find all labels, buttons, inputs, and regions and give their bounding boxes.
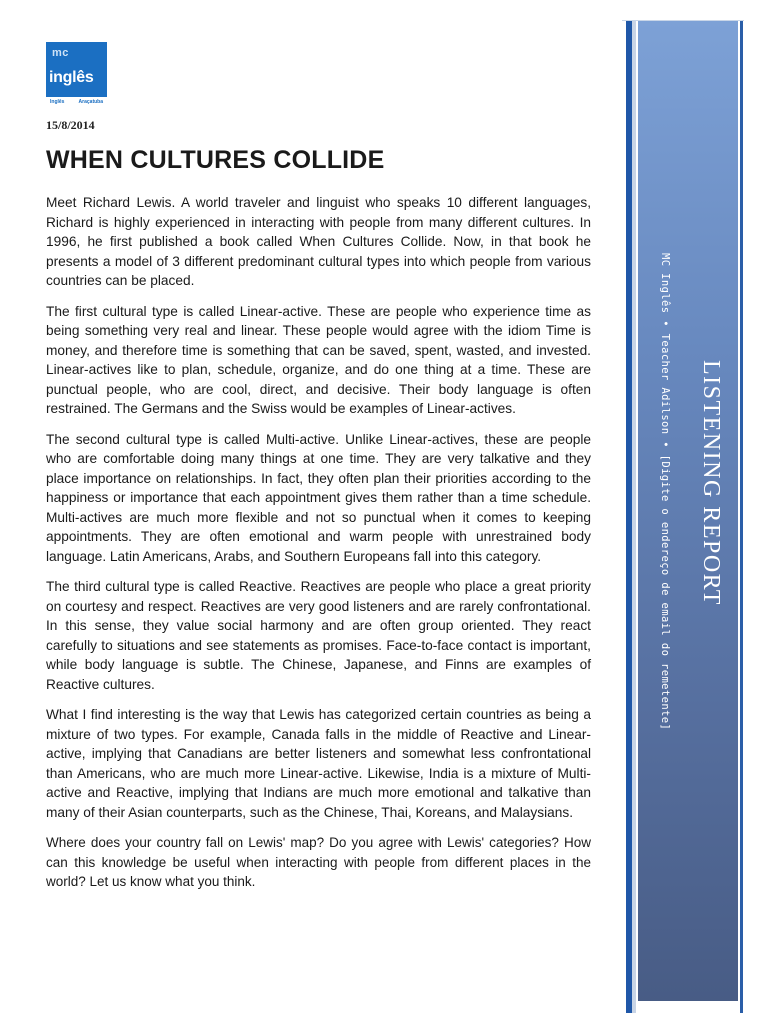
logo-strip-right: Araçatuba xyxy=(78,99,103,105)
logo-strip xyxy=(46,97,107,107)
paragraph-linear-active: The first cultural type is called Linear-active. These are people who experience time as being something very real and linear. These people would agree with the idiom Time is money, and therefore time is something that can be saved, spent, wasted, and invested. Linear-actives like to plan, schedule, organize, and do one thing at a time. These are punctual people, who are cool, direct, and decisive. Their body language is often restrained. The Germans and the Swiss would be examples of Linear-actives. xyxy=(46,303,591,416)
sidebar-edge-light xyxy=(632,21,636,1013)
sidebar-panel xyxy=(622,20,744,1013)
document-date: 15/8/2014 xyxy=(46,118,95,132)
brand-logo xyxy=(46,42,107,105)
paragraph-multi-active: The second cultural type is called Multi-active. Unlike Linear-actives, these are people who are comfortable doing many things at one time. They are very talkative and they place importance on relationships. In fact, they often plan their priorities according to the happiness or importance that each appointment gives them rather than a time schedule. Multi-actives are much more flexible and not so punctual when it comes to keeping appointments. They are often emotional and warm people with unrestrained body language. Latin Americans, Arabs, and Southern Europeans fall into this category. xyxy=(46,431,591,564)
logo-mc-text: mc xyxy=(52,47,69,59)
sidebar-subheading: MC Inglês • Teacher Adilson • [Digite o endereço de email do remetente] xyxy=(659,253,671,731)
paragraph-intro: Meet Richard Lewis. A world traveler and linguist who speaks 10 different languages, Richard is highly experienced in interacting with people from many different cultures. In 1996, he first published a book called When Cultures Collide. Now, in that book he presents a model of 3 different predominant cultural types into which people from various countries can be placed. xyxy=(46,195,591,288)
paragraph-reactive: The third cultural type is called Reactive. Reactives are people who place a great priority on courtesy and respect. Reactives are very good listeners and are rarely confrontational. In this sense, they value social harmony and are often group oriented. They react carefully to situations and see statements as promises. Face-to-face contact is important, while body language is subtle. The Chinese, Japanese, and Finns are examples of Reactive cultures. xyxy=(46,579,591,692)
document-title: WHEN CULTURES COLLIDE xyxy=(46,146,385,174)
sidebar-heading: LISTENING REPORT xyxy=(698,360,724,606)
logo-strip-left: Inglês xyxy=(50,99,65,105)
sidebar-edge-right xyxy=(740,21,743,1013)
logo-brand-text: inglês xyxy=(49,69,94,86)
article-body xyxy=(46,193,591,903)
paragraph-mixture: What I find interesting is the way that Lewis has categorized certain countries as being a mixture of two types. For example, Canada falls in the middle of Reactive and Linear-active, implying that Canadians are better listeners and somewhat less confrontational than Americans, who are much more Linear-active. Likewise, India is a mixture of Multi-active and Reactive, implying that Indians are much more emotional and talkative than many of their Asian counterparts, such as the Chinese, Thai, Koreans, and Malaysians. xyxy=(46,707,591,820)
paragraph-questions: Where does your country fall on Lewis' map? Do you agree with Lewis' categories? How can this knowledge be useful when interacting with people from different places in the world? Let us know what you think. xyxy=(46,835,591,889)
